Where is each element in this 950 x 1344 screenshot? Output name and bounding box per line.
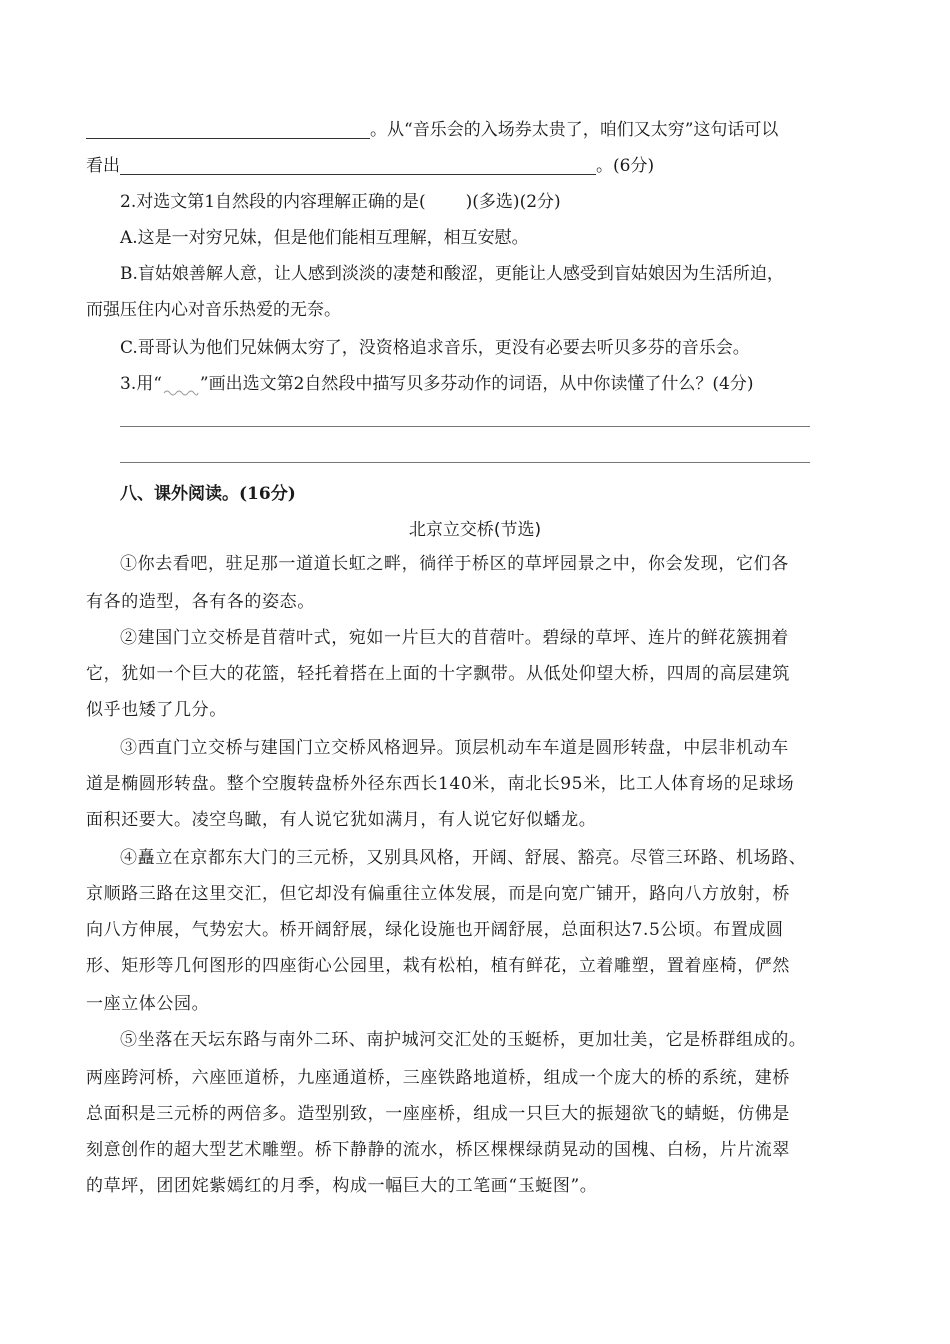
passage-line: 一座立体公园。 — [86, 994, 210, 1014]
q1-line2-head: 看出 — [86, 156, 120, 176]
passage-line: 京顺路三路在这里交汇，但它却没有偏重往立体发展，而是向宽广铺开，路向八方放射，桥 — [86, 884, 790, 904]
passage-line: 道是椭圆形转盘。整个空腹转盘桥外径东西长140米，南北长95米，比工人体育场的足球场 — [86, 774, 795, 794]
q2-stem — [120, 184, 910, 220]
q1-answer-blank-2[interactable] — [120, 150, 596, 175]
section-heading: 八、课外阅读。(16分) — [120, 484, 296, 504]
q2-stem-start: 2.对选文第1自然段的内容理解正确的是( — [120, 192, 426, 212]
passage-line: 形、矩形等几何图形的四座街心公园里，栽有松柏，植有鲜花，立着雕塑，置着座椅，俨然 — [86, 956, 790, 976]
q1-line2 — [86, 148, 876, 184]
q1-answer-blank-1[interactable] — [86, 114, 370, 139]
q3-answer-line-1[interactable] — [120, 426, 810, 427]
q2-option-a: A.这是一对穷兄妹，但是他们能相互理解，相互安慰。 — [120, 228, 529, 248]
q2-option-c: C.哥哥认为他们兄妹俩太穷了，没资格追求音乐，更没有必要去听贝多芬的音乐会。 — [120, 338, 750, 358]
passage-line: ②建国门立交桥是苜蓿叶式，宛如一片巨大的苜蓿叶。碧绿的草坪、连片的鲜花簇拥着 — [120, 628, 789, 648]
q1-line1 — [86, 112, 876, 148]
passage-line: 有各的造型，各有各的姿态。 — [86, 592, 315, 612]
q3-stem — [120, 366, 910, 402]
passage-line: 似乎也矮了几分。 — [86, 700, 227, 720]
passage-line: 面积还要大。凌空鸟瞰，有人说它犹如满月，有人说它好似蟠龙。 — [86, 810, 597, 830]
passage-line: 它，犹如一个巨大的花篮，轻托着搭在上面的十字飘带。从低处仰望大桥，四周的高层建筑 — [86, 664, 790, 684]
q3-answer-line-2[interactable] — [120, 462, 810, 463]
q2-option-b-line2: 而强压住内心对音乐热爱的无奈。 — [86, 300, 341, 320]
q1-line1-text: 。从“音乐会的入场券太贵了，咱们又太穷”这句话可以 — [370, 120, 779, 140]
passage-line: 两座跨河桥，六座匝道桥，九座通道桥，三座铁路地道桥，组成一个庞大的桥的系统，建桥 — [86, 1068, 790, 1088]
passage-line: ③西直门立交桥与建国门立交桥风格迥异。顶层机动车车道是圆形转盘，中层非机动车 — [120, 738, 789, 758]
passage-line: ①你去看吧，驻足那一道道长虹之畔，徜徉于桥区的草坪园景之中，你会发现，它们各 — [120, 554, 789, 574]
passage-line: ④矗立在京都东大门的三元桥，又别具风格，开阔、舒展、豁亮。尽管三环路、机场路、 — [120, 848, 807, 868]
q3-stem-end: ”画出选文第2自然段中描写贝多芬动作的词语，从中你读懂了什么？(4分) — [199, 374, 754, 394]
q2-option-b-line1: B.盲姑娘善解人意，让人感到淡淡的凄楚和酸涩，更能让人感受到盲姑娘因为生活所迫， — [120, 264, 784, 284]
passage-line: 向八方伸展，气势宏大。桥开阔舒展，绿化设施也开阔舒展，总面积达7.5公顷。布置成圆 — [86, 920, 784, 940]
wavy-underline-icon — [162, 381, 200, 397]
passage-line: 刻意创作的超大型艺术雕塑。桥下静静的流水，桥区棵棵绿荫晃动的国槐、白杨，片片流翠 — [86, 1140, 790, 1160]
passage-title: 北京立交桥(节选) — [408, 520, 542, 540]
q1-line2-tail: 。(6分) — [596, 156, 655, 176]
q2-stem-end: )(多选)(2分) — [465, 192, 561, 212]
q3-stem-start: 3.用“ — [120, 374, 162, 394]
passage-line: ⑤坐落在天坛东路与南外二环、南护城河交汇处的玉蜓桥，更加壮美，它是桥群组成的。 — [120, 1030, 807, 1050]
passage-line: 总面积是三元桥的两倍多。造型别致，一座座桥，组成一只巨大的振翅欲飞的蜻蜓，仿佛是 — [86, 1104, 790, 1124]
passage-line: 的草坪，团团姹紫嫣红的月季，构成一幅巨大的工笔画“玉蜓图”。 — [86, 1176, 598, 1196]
